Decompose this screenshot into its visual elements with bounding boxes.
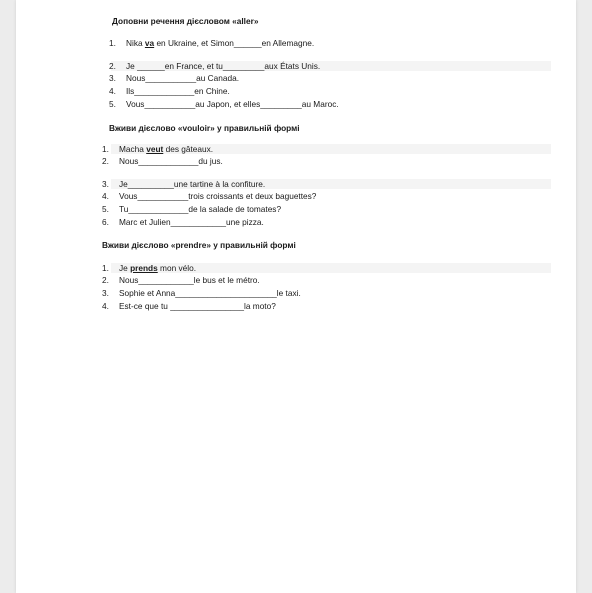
list-item: 3. Je__________une tartine à la confiture. <box>102 179 266 189</box>
list-item: 2. Je ______en France, et tu_________aux États Unis. <box>109 61 321 71</box>
list-item: 3. Sophie et Anna______________________le taxi. <box>102 288 301 298</box>
list-item: 2. Nous_____________du jus. <box>102 156 223 166</box>
document-page <box>16 0 576 593</box>
list-item: 2. Nous____________le bus et le métro. <box>102 275 260 285</box>
list-item: 1. Je prends mon vélo. <box>102 263 197 273</box>
list-item: 5. Vous___________au Japon, et elles_________au Maroc. <box>109 99 339 109</box>
list-item: 3. Nous___________au Canada. <box>109 73 240 83</box>
list-item: 1. Nika va en Ukraine, et Simon______en Allemagne. <box>109 38 315 48</box>
list-item: 4. Ils_____________en Chine. <box>109 86 230 96</box>
section-heading-prendre: Вживи дієслово «prendre» у правильній формі <box>102 240 296 250</box>
list-item: 5. Tu_____________de la salade de tomates? <box>102 204 282 214</box>
list-item: 6. Marc et Julien____________une pizza. <box>102 217 264 227</box>
list-item: 1. Macha veut des gâteaux. <box>102 144 214 154</box>
section-heading-vouloir: Вживи дієслово «vouloir» у правильній формі <box>109 123 300 133</box>
list-item: 4. Vous___________trois croissants et deux baguettes? <box>102 191 317 201</box>
section-heading-aller: Доповни речення дієсловом «aller» <box>112 16 259 26</box>
list-item: 4. Est-ce que tu ________________la moto? <box>102 301 276 311</box>
